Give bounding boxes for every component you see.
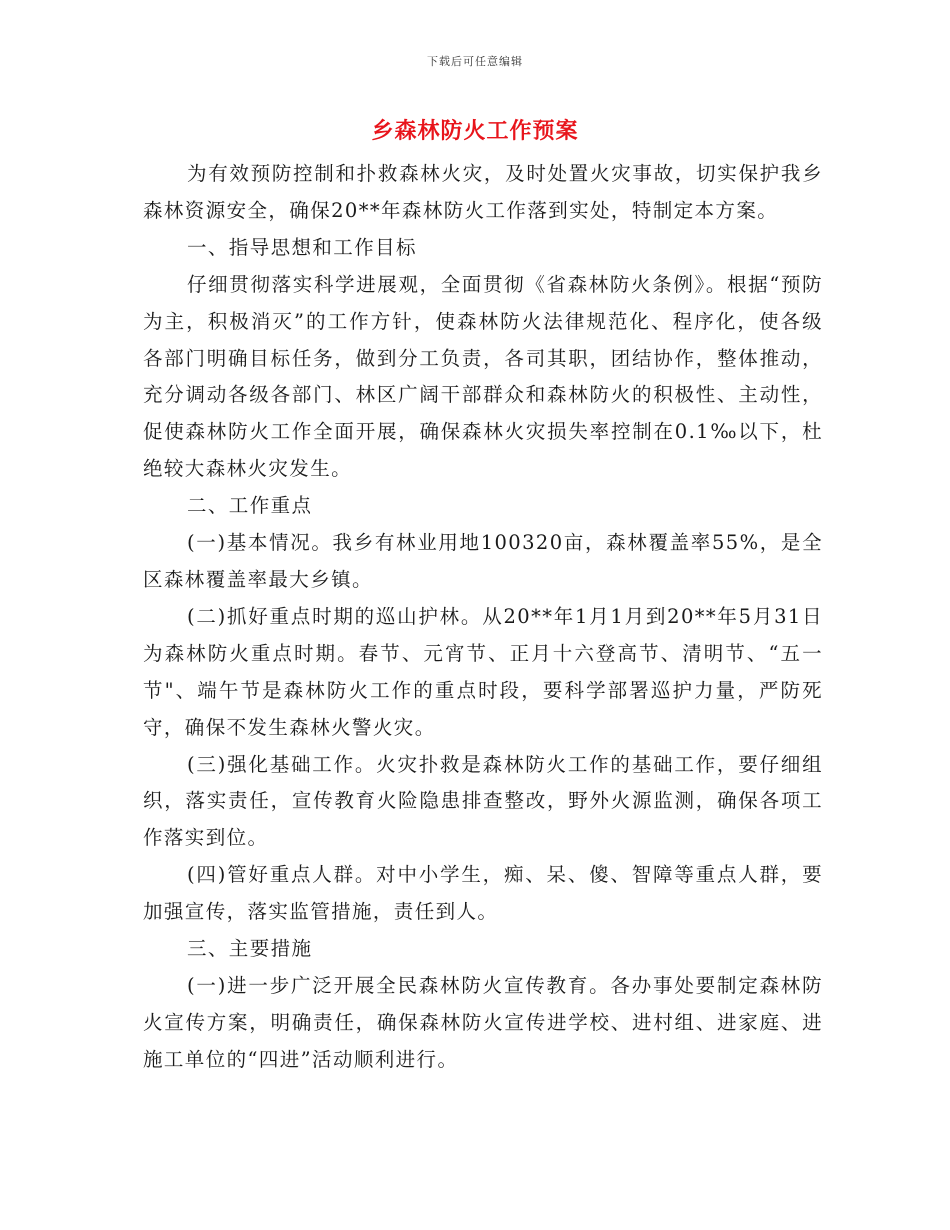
paragraph-basic-situation: (一)基本情况。我乡有林业用地100320亩，森林覆盖率55%，是全区森林覆盖率最大乡镇。 [143,531,823,591]
document-body [143,156,823,1079]
document-title: 乡森林防火工作预案 [371,118,579,144]
section-heading-guiding-principles: 一、指导思想和工作目标 [187,235,417,259]
paragraph-intro: 为有效预防控制和扑救森林火灾，及时处置火灾事故，切实保护我乡森林资源安全，确保20**年森林防火工作落到实处，特制定本方案。 [143,162,823,222]
paragraph-guiding-principles: 仔细贯彻落实科学进展观，全面贯彻《省森林防火条例》。根据“预防为主，积极消灭”的工作方针，使森林防火法律规范化、程序化，使各级各部门明确目标任务，做到分工负责，各司其职，团结协作，整体推动，充分调动各级各部门、林区广阔干部群众和森林防火的积极性、主动性，促使森林防火工作全面开展，确保森林火灾损失率控制在0.1‰以下，杜绝较大森林火灾发生。 [143,272,823,481]
paragraph-publicity-education: (一)进一步广泛开展全民森林防火宣传教育。各办事处要制定森林防火宣传方案，明确责任，确保森林防火宣传进学校、进村组、进家庭、进施工单位的“四进”活动顺利进行。 [143,973,823,1071]
paragraph-patrol-period: (二)抓好重点时期的巡山护林。从20**年1月1月到20**年5月31日为森林防火重点时期。春节、元宵节、正月十六登高节、清明节、“五一节"、端午节是森林防火工作的重点时段，要科学部署巡护力量，严防死守，确保不发生森林火警火灾。 [143,604,823,739]
section-heading-work-focus: 二、工作重点 [187,494,313,518]
paragraph-basic-work: (三)强化基础工作。火灾扑救是森林防火工作的基础工作，要仔细组织，落实责任，宣传教育火险隐患排查整改，野外火源监测，确保各项工作落实到位。 [143,752,823,850]
section-heading-main-measures: 三、主要措施 [187,937,313,961]
header-note: 下载后可任意编辑 [427,55,523,68]
paragraph-key-groups: (四)管好重点人群。对中小学生，痴、呆、傻、智障等重点人群，要加强宣传，落实监管措施，责任到人。 [143,863,823,924]
